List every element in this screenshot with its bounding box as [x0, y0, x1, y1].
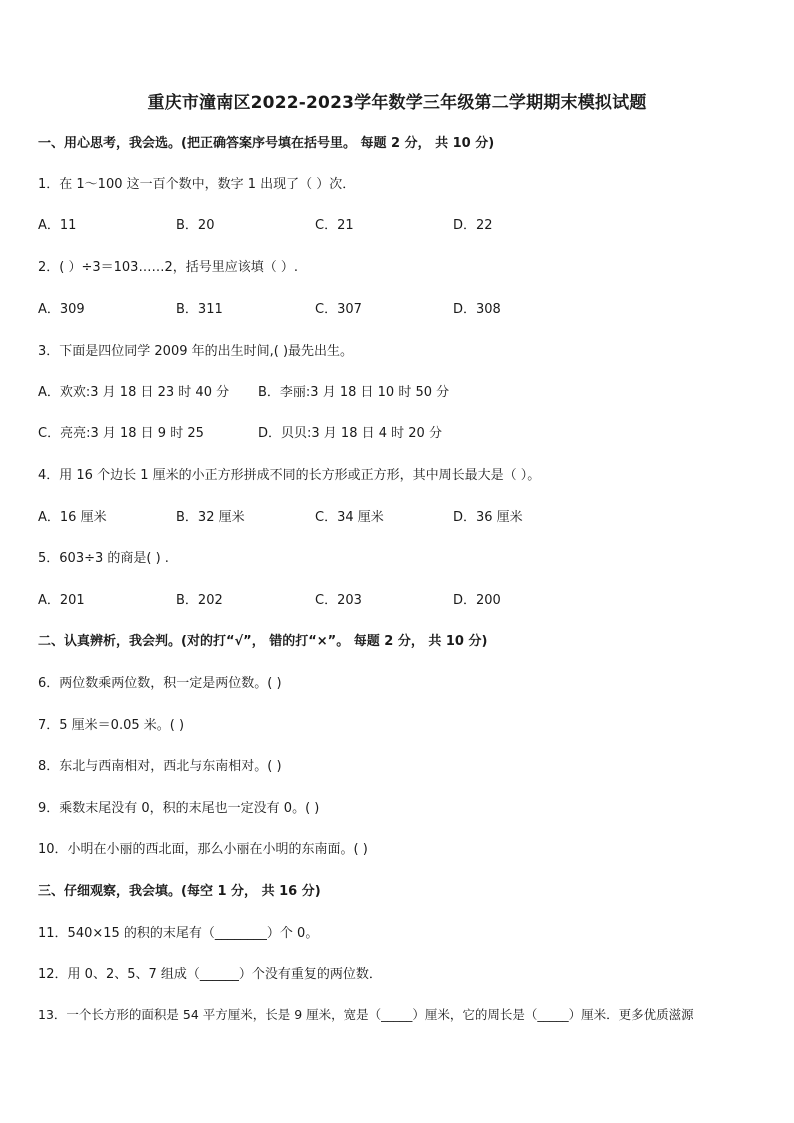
q1-option-d: D．22 — [453, 218, 493, 233]
question-2: 2．( ）÷3＝103……2，括号里应该填（ ）. — [38, 260, 298, 275]
q1-option-c: C．21 — [315, 218, 354, 233]
q3-option-d: D．贝贝:3 月 18 日 4 时 20 分 — [258, 426, 442, 441]
q5-option-c: C．203 — [315, 593, 362, 608]
q4-option-a: A．16 厘米 — [38, 510, 107, 525]
question-10: 10．小明在小丽的西北面，那么小丽在小明的东南面。( ) — [38, 842, 368, 857]
question-13: 13．一个长方形的面积是 54 平方厘米，长是 9 厘米，宽是（_____）厘米，它的周长是（_____）厘米．更多优质滋源 — [38, 1007, 694, 1022]
section-1-heading: 一、用心思考，我会选。(把正确答案序号填在括号里。 每题 2 分， 共 10 分) — [38, 136, 495, 151]
question-4: 4．用 16 个边长 1 厘米的小正方形拼成不同的长方形或正方形，其中周长最大是（ ）。 — [38, 468, 541, 483]
q5-option-b: B．202 — [176, 593, 223, 608]
q4-option-d: D．36 厘米 — [453, 510, 523, 525]
page-title: 重庆市潼南区2022-2023学年数学三年级第二学期期末模拟试题 — [147, 93, 647, 113]
q3-option-a: A．欢欢:3 月 18 日 23 时 40 分 — [38, 385, 230, 400]
question-12: 12．用 0、2、5、7 组成（______）个没有重复的两位数． — [38, 967, 382, 982]
question-9: 9．乘数末尾没有 0，积的末尾也一定没有 0。( ) — [38, 801, 320, 816]
question-11: 11．540×15 的积的末尾有（________）个 0。 — [38, 926, 319, 941]
q3-option-c: C．亮亮:3 月 18 日 9 时 25 — [38, 426, 204, 441]
q2-option-d: D．308 — [453, 302, 501, 317]
question-8: 8．东北与西南相对，西北与东南相对。( ) — [38, 759, 282, 774]
question-3: 3．下面是四位同学 2009 年的出生时间,( )最先出生。 — [38, 344, 354, 359]
q5-option-a: A．201 — [38, 593, 85, 608]
q1-option-b: B．20 — [176, 218, 215, 233]
q1-option-a: A．11 — [38, 218, 77, 233]
question-7: 7．5 厘米＝0.05 米。( ) — [38, 718, 185, 733]
q2-option-b: B．311 — [176, 302, 223, 317]
question-1: 1．在 1～100 这一百个数中，数字 1 出现了（ ）次． — [38, 177, 356, 192]
q2-option-a: A．309 — [38, 302, 85, 317]
q4-option-c: C．34 厘米 — [315, 510, 384, 525]
q4-option-b: B．32 厘米 — [176, 510, 245, 525]
q2-option-c: C．307 — [315, 302, 362, 317]
q5-option-d: D．200 — [453, 593, 501, 608]
section-2-heading: 二、认真辨析，我会判。(对的打“√”， 错的打“×”。 每题 2 分， 共 10 分) — [38, 634, 488, 649]
q3-option-b: B．李丽:3 月 18 日 10 时 50 分 — [258, 385, 450, 400]
question-5: 5．603÷3 的商是( ) . — [38, 551, 169, 566]
question-6: 6．两位数乘两位数，积一定是两位数。( ) — [38, 676, 282, 691]
section-3-heading: 三、仔细观察，我会填。(每空 1 分， 共 16 分) — [38, 884, 321, 899]
